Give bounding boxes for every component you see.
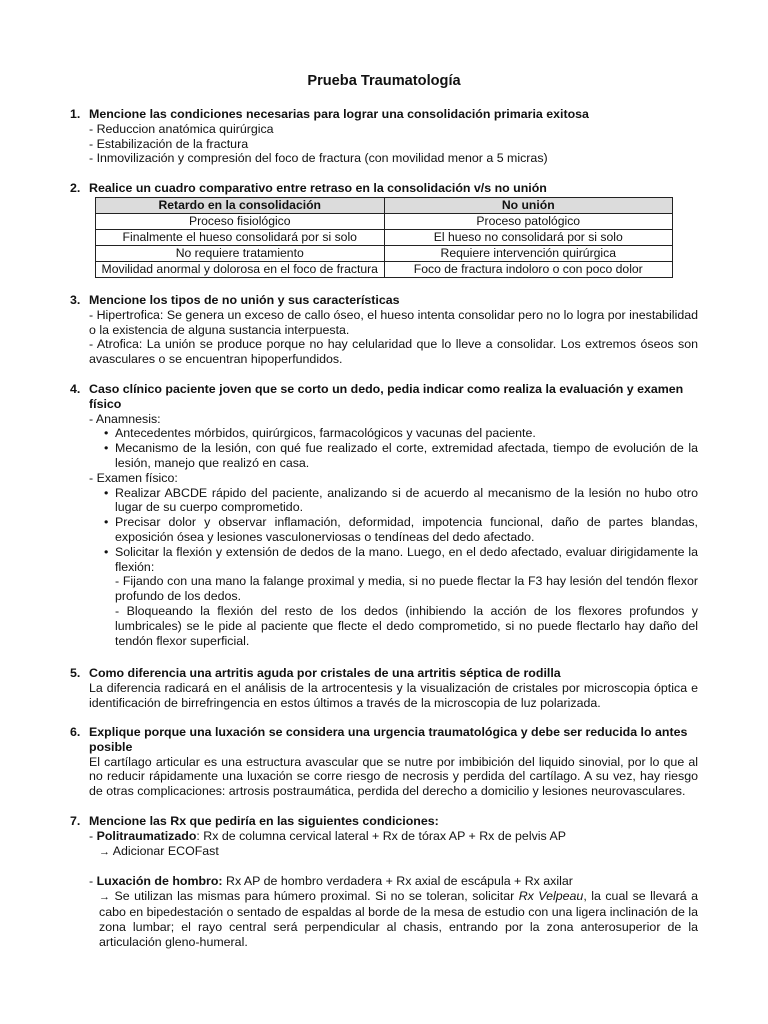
question-7-answer <box>70 829 698 950</box>
rx-politraumatizado-note: → Adicionar ECOFast <box>99 843 219 858</box>
question-1-answer <box>70 122 698 166</box>
condition-label: Politraumatizado <box>96 828 197 843</box>
list-item: - Estabilización de la fractura <box>89 136 249 151</box>
bullet-item: • Precisar dolor y observar inflamación, deformidad, impotencia funcional, daño de partes blandas, exposición ósea y lesiones vasculonerviosas o tendíneas del dedo afectado. <box>89 515 698 545</box>
question-number: 2. <box>70 181 81 195</box>
question-6-heading: 6. Explique porque una luxación se considera una urgencia traumatológica y debe ser reducida lo antes posible <box>70 725 688 754</box>
question-number: 4. <box>70 382 81 396</box>
bullet-item: • Solicitar la flexión y extensión de dedos de la mano. Luego, en el dedo afectado, evaluar dirigidamente la flexión: <box>89 545 698 575</box>
question-4-answer <box>70 412 698 649</box>
arrow-right-icon: → <box>99 891 110 904</box>
arrow-right-icon: → <box>99 845 110 858</box>
table-row <box>96 213 673 229</box>
rx-velpeau: Rx Velpeau <box>518 889 584 904</box>
question-7 <box>70 814 698 949</box>
table-row <box>96 245 673 261</box>
sub-item: - Fijando con una mano la falange proximal y media, si no puede flectar la F3 hay lesión del tendón flexor profundo de los dedos. <box>115 574 698 604</box>
question-2 <box>70 181 698 278</box>
table-cell: Finalmente el hueso consolidará por si solo <box>96 229 385 245</box>
question-3-heading: 3. Mencione los tipos de no unión y sus características <box>70 293 400 307</box>
condition-label: Luxación de hombro: <box>96 874 223 889</box>
question-7-heading: 7. Mencione las Rx que pediría en las siguientes condiciones: <box>70 814 439 828</box>
question-4-heading: 4. Caso clínico paciente joven que se corto un dedo, pedia indicar como realiza la evaluación y examen físico <box>70 382 684 411</box>
table-header: No unión <box>384 197 673 213</box>
question-number: 6. <box>70 725 81 739</box>
paragraph: - Hipertrofica: Se genera un exceso de callo óseo, el hueso intenta consolidar pero no lo logra por inestabilidad o la existencia de alguna sustancia interpuesta. <box>89 307 698 337</box>
rx-luxacion-hombro-note: → Se utilizan las mismas para húmero proximal. Si no se toleran, solicitar Rx Velpeau, la cual se llevará a cabo en bipedestación o sentado de espaldas al borde de la mesa de estudio con una ligera inclinación de la zona lumbar; el rayo central será perpendicular al chasis, entrando por la zona anterosuperior de la articulación gleno-humeral. <box>99 889 698 949</box>
question-3-answer <box>70 308 698 367</box>
rx-luxacion-hombro: - Luxación de hombro: Rx AP de hombro verdadera + Rx axial de escápula + Rx axilar <box>89 874 573 889</box>
question-2-heading: 2. Realice un cuadro comparativo entre retraso en la consolidación v/s no unión <box>70 181 547 195</box>
table-cell: Proceso patológico <box>384 213 673 229</box>
question-1 <box>70 107 698 166</box>
question-4 <box>70 382 698 648</box>
bullet-item: • Antecedentes mórbidos, quirúrgicos, farmacológicos y vacunas del paciente. <box>89 426 698 441</box>
paragraph: - Atrofica: La unión se produce porque no hay celularidad que lo lleve a consolidar. Los extremos óseos son avasculares o se encuentran hipoperfundidos. <box>89 337 698 367</box>
anamnesis-label: - Anamnesis: <box>89 411 161 426</box>
table-row <box>96 261 673 277</box>
question-5-heading: 5. Como diferencia una artritis aguda por cristales de una artritis séptica de rodilla <box>70 666 561 680</box>
document-title: Prueba Traumatología <box>307 73 461 89</box>
table-cell: Movilidad anormal y dolorosa en el foco de fractura <box>96 261 385 277</box>
question-5 <box>70 666 698 710</box>
question-6-answer: El cartílago articular es una estructura avascular que se nutre por imbibición del liquido sinovial, por lo que al no reducir rápidamente una luxación se corre riesgo de necrosis y perdida del cartílago. A su vez, hay riesgo de otras complicaciones: artrosis postraumática, perdida del derecho a domicilio y lesiones neurovasculares. <box>89 754 698 799</box>
bullet-item: • Realizar ABCDE rápido del paciente, analizando si de acuerdo al mecanismo de la lesión no hubo otro lugar de su cuerpo comprometido. <box>89 486 698 516</box>
list-item: - Reduccion anatómica quirúrgica <box>89 121 274 136</box>
table-header: Retardo en la consolidación <box>96 197 385 213</box>
question-5-answer: La diferencia radicará en el análisis de la artrocentesis y la visualización de cristales por microscopia óptica e identificación de birrefringencia en estos últimos a través de la microscopia de luz polarizada. <box>89 680 698 710</box>
question-number: 3. <box>70 293 81 307</box>
comparison-table <box>95 197 673 278</box>
bullet-item: • Mecanismo de la lesión, con qué fue realizado el corte, extremidad afectada, tiempo de evolución de la lesión, manejo que realizó en casa. <box>89 441 698 471</box>
question-6 <box>70 725 698 799</box>
sub-item: - Bloqueando la flexión del resto de los dedos (inhibiendo la acción de los flexores profundos y lumbricales) se le pide al paciente que flecte el dedo comprometido, si no puede flectarlo hay daño del tendón flexor superficial. <box>115 603 698 648</box>
table-row <box>96 229 673 245</box>
question-2-answer <box>70 197 698 278</box>
table-cell: El hueso no consolidará por si solo <box>384 229 673 245</box>
table-cell: Requiere intervención quirúrgica <box>384 245 673 261</box>
list-item: - Inmovilización y compresión del foco de fractura (con movilidad menor a 5 micras) <box>89 151 548 166</box>
table-cell: Proceso fisiológico <box>96 213 385 229</box>
examen-label: - Examen físico: <box>89 470 178 485</box>
table-cell: Foco de fractura indoloro o con poco dolor <box>384 261 673 277</box>
question-number: 1. <box>70 107 81 121</box>
rx-politraumatizado: - Politraumatizado: Rx de columna cervical lateral + Rx de tórax AP + Rx de pelvis AP <box>89 828 567 843</box>
question-number: 7. <box>70 814 81 828</box>
question-1-heading: 1. Mencione las condiciones necesarias para lograr una consolidación primaria exitosa <box>70 107 589 121</box>
question-number: 5. <box>70 666 81 680</box>
question-3 <box>70 293 698 367</box>
table-cell: No requiere tratamiento <box>96 245 385 261</box>
table-header-row <box>96 197 673 213</box>
